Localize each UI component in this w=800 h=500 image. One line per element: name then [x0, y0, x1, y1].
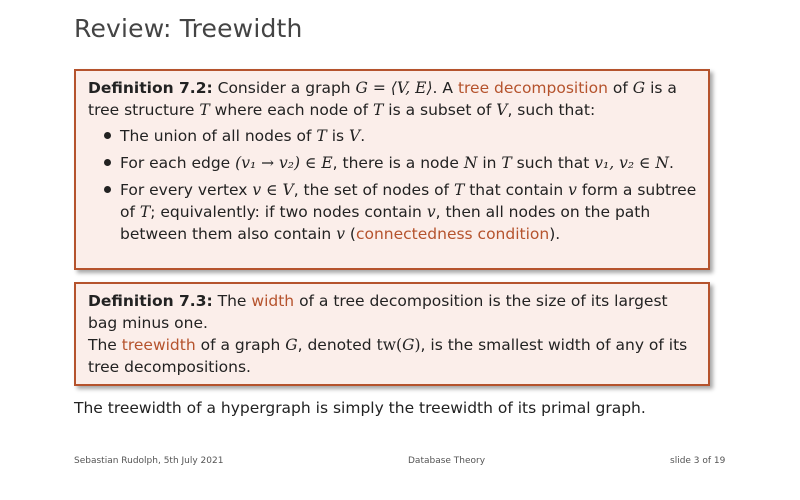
definition-text: The	[217, 292, 247, 310]
list-text: ; equivalently: if two nodes contain	[150, 203, 422, 221]
math-v: v	[336, 225, 345, 243]
definition-label: Definition 7.3:	[88, 292, 213, 310]
math-g: G	[402, 336, 415, 354]
definition-text: is a subset of	[388, 101, 492, 119]
math-t: T	[199, 101, 210, 119]
math-t: T	[316, 127, 327, 145]
definition-text: . A	[432, 79, 453, 97]
math-v: V	[349, 127, 361, 145]
list-text: that contain	[469, 181, 564, 199]
math-tw-close: )	[414, 336, 421, 354]
highlighted-term: connectedness condition	[355, 225, 550, 243]
list-text: is	[331, 127, 345, 145]
definition-width	[88, 290, 698, 334]
footer-author-date: Sebastian Rudolph, 5th July 2021	[74, 456, 224, 466]
list-text: For each edge	[120, 154, 231, 172]
condition-list	[88, 125, 698, 245]
definition-text: is a tree structure	[88, 79, 677, 119]
highlighted-term: tree decomposition	[457, 79, 608, 97]
math-v: v	[568, 181, 577, 199]
math-g: G	[632, 79, 646, 97]
list-text: The union of all nodes of	[120, 127, 312, 145]
list-text: , there is a node	[332, 154, 459, 172]
list-text: in	[482, 154, 497, 172]
math-t: T	[501, 154, 512, 172]
math-v: V	[496, 101, 508, 119]
definition-text: , is the smallest width of any of its tree decompositions.	[88, 336, 688, 376]
summary-text: The treewidth of a hypergraph is simply the treewidth of its primal graph.	[74, 399, 646, 417]
list-item	[108, 179, 698, 245]
definition-text: , denoted	[297, 336, 372, 354]
list-text: For every vertex	[120, 181, 248, 199]
definition-text: of	[612, 79, 628, 97]
footer-course: Database Theory	[408, 456, 486, 466]
list-text: (	[349, 225, 356, 243]
definition-text: The	[88, 336, 117, 354]
list-item	[108, 125, 698, 147]
definition-text: of a tree decomposition is the size of its largest bag minus one.	[88, 292, 668, 332]
list-text: , the set of nodes of	[293, 181, 450, 199]
math-condition: v₁, v₂ ∈ N	[594, 154, 669, 172]
math-g: G	[285, 336, 298, 354]
list-text: .	[668, 154, 674, 172]
math-tw: tw(	[376, 336, 403, 354]
bullet-icon	[104, 132, 111, 139]
math-vertex: v ∈ V	[252, 181, 294, 199]
definition-text: of a graph	[200, 336, 281, 354]
bullet-icon	[104, 159, 111, 166]
list-text: such that	[516, 154, 590, 172]
definition-treewidth	[88, 334, 698, 378]
definition-text: where each node of	[214, 101, 369, 119]
math-graph: G = ⟨V, E⟩	[355, 79, 433, 97]
list-text: , then all nodes on the path between them also contain	[120, 203, 651, 243]
math-edge: (v₁ → v₂) ∈ E	[235, 154, 333, 172]
bullet-icon	[104, 186, 111, 193]
slide-title: Review: Treewidth	[74, 14, 303, 43]
math-t: T	[373, 101, 384, 119]
list-text: form a subtree of	[120, 181, 697, 221]
highlighted-term: treewidth	[121, 336, 196, 354]
definition-text: , such that:	[507, 101, 596, 119]
definition-box-tree-decomposition	[74, 69, 710, 270]
math-t: T	[453, 181, 465, 199]
highlighted-term: width	[251, 292, 295, 310]
definition-text: Consider a graph	[217, 79, 351, 97]
definition-intro	[88, 77, 698, 121]
math-t: T	[139, 203, 151, 221]
list-item	[108, 152, 698, 174]
footer-slide-number: slide 3 of 19	[670, 456, 726, 466]
math-n: N	[463, 154, 478, 172]
definition-label: Definition 7.2:	[88, 79, 213, 97]
list-text: .	[360, 127, 366, 145]
math-v: v	[426, 203, 436, 221]
definition-box-treewidth	[74, 282, 710, 386]
list-text: ).	[549, 225, 561, 243]
